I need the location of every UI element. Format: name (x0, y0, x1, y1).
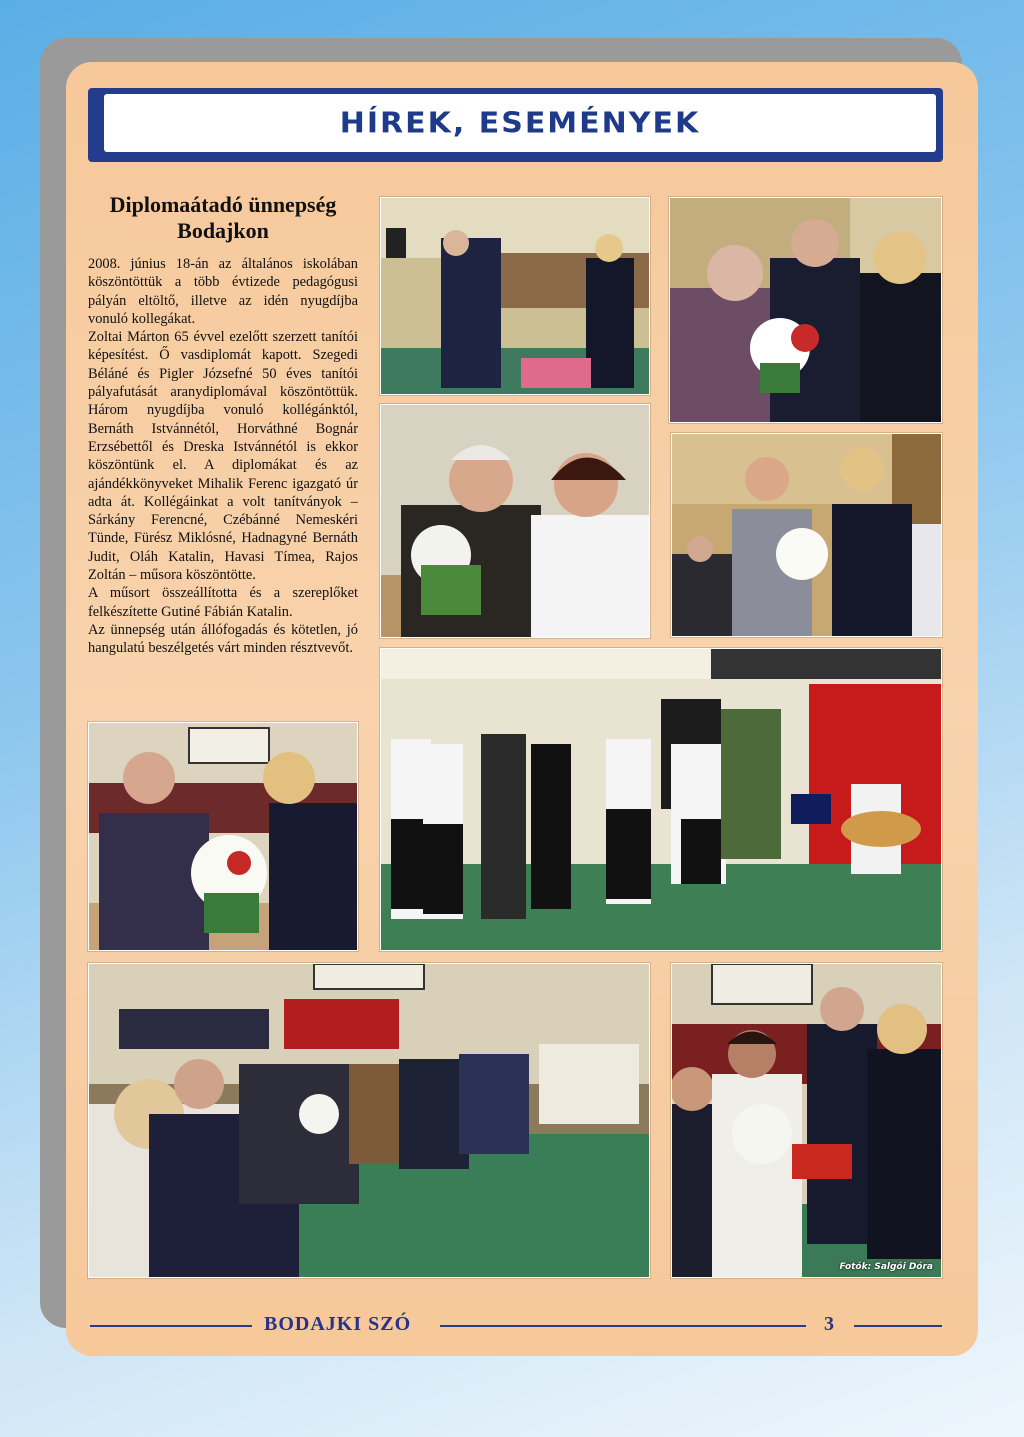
event-photo (88, 722, 358, 951)
article-title-line-2: Bodajkon (177, 218, 269, 243)
article-paragraph: 2008. június 18-án az általános iskolában köszöntöttük a több évtizede pedagógusi pályán eltöltő, illetve az idén nyugdíjba vonuló kollegákat. (88, 256, 358, 327)
footer-rule-middle (440, 1325, 806, 1327)
article-paragraph: Zoltai Márton 65 évvel ezelőtt szerzett tanítói képesítést. Ő vasdiplomát kapott. Szegedi Béláné és Pigler Józsefné 50 éves tanítói pályafutását aranydiplomával köszöntöttük. Három nyugdíjba vonuló kollégánktól, Bernáth Istvánnétól, Horváthné Bognár Erzsébettől és Dreska Istvánnétól is ekkor köszöntünk el. A diplomákat és az ajándékkönyveket Mihalik Ferenc igazgató úr adta át. Kollégáinkat a volt tanítványok – Sárkány Ferencné, Czébánné Nemeskéri Tünde, Fürész Miklósné, Hadnagyné Bernáth Judit, Oláh Katalin, Havasi Tímea, Rajos Zoltán – műsora köszöntötte. (88, 329, 358, 584)
article-title-line-1: Diplomaátadó ünnepség (109, 192, 337, 217)
photo-credit: Fotók: Salgói Dóra (839, 1262, 933, 1272)
article-body (88, 255, 358, 658)
event-photo (380, 404, 650, 638)
section-title: HÍREK, ESEMÉNYEK (339, 106, 701, 140)
page-number: 3 (824, 1313, 835, 1335)
event-photo (380, 648, 942, 951)
article-paragraph: A műsort összeállította és a szereplőket felkészítette Gutiné Fábián Katalin. (88, 585, 358, 620)
footer-publication: BODAJKI SZÓ (264, 1313, 412, 1335)
article-paragraph: Az ünnepség után állófogadás és kötetlen, jó hangulatú beszélgetés várt minden résztvevőt. (88, 621, 358, 657)
footer-rule-right (854, 1325, 942, 1327)
event-photo (88, 963, 650, 1278)
event-photo (380, 197, 650, 395)
article-title (88, 192, 358, 244)
event-photo (671, 963, 942, 1278)
event-photo (671, 433, 942, 637)
section-header (104, 94, 936, 152)
event-photo (669, 197, 942, 423)
footer-rule-left (90, 1325, 252, 1327)
